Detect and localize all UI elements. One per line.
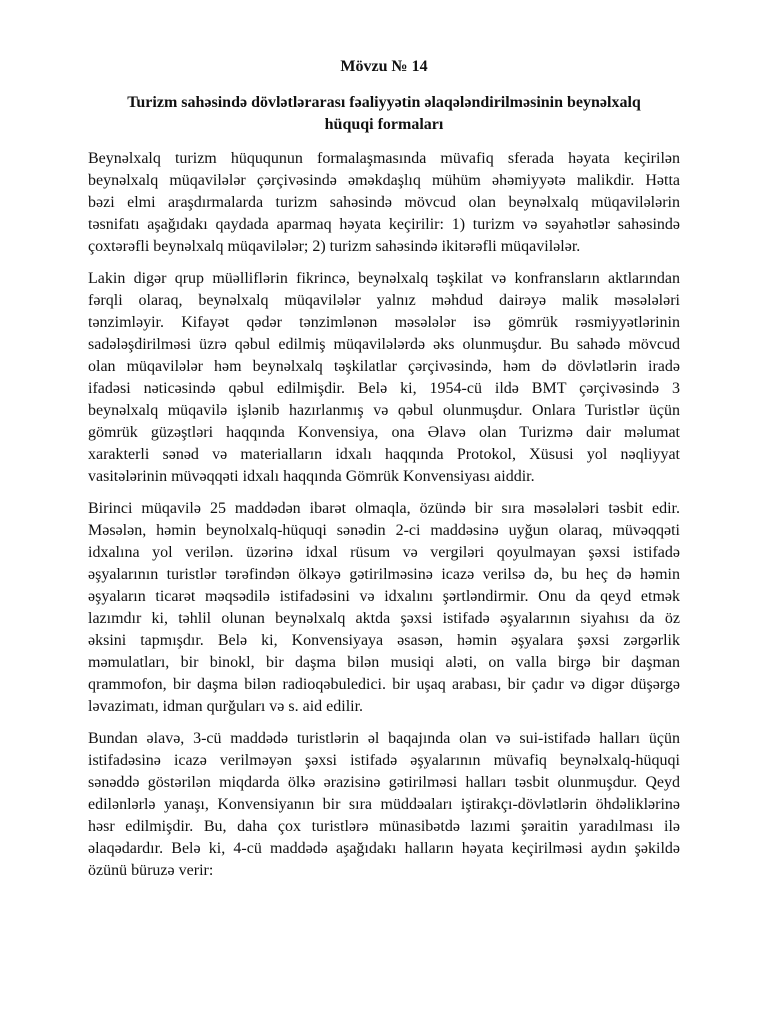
paragraph-line: gömrük güzəştləri haqqında Konvensiya, ona Əlavə olan Turizmə dair məlumat	[88, 424, 680, 441]
paragraph-line: vasitələrinin müvəqqəti idxalı haqqında Gömrük Konvensiyası aiddir.	[88, 468, 535, 485]
paragraph-line: tənzimləyir. Kifayət qədər tənzimlənən məsələlər isə gömrük rəsmiyyətlərinin	[88, 314, 680, 331]
paragraph-line: əlaqədardır. Belə ki, 4-cü maddədə aşağıdakı halların həyata keçirilməsi aydın şəkildə	[88, 840, 680, 857]
paragraph-line: Lakin digər qrup müəlliflərin fikrincə, beynəlxalq təşkilat və konfransların aktlarından	[88, 270, 680, 287]
paragraph-line: beynəlxalq müqavilələr çərçivəsində əməkdaşlıq mühüm əhəmiyyətə malikdir. Hətta	[88, 172, 680, 189]
paragraph-line: qrammofon, bir daşma bilən radioqəbuledici. bir uşaq arabası, bir çadır və digər düşərgə	[88, 676, 680, 693]
paragraph-line: çoxtərəfli beynəlxalq müqavilələr; 2) turizm sahəsində ikitərəfli müqavilələr.	[88, 238, 581, 255]
document-title-line-1: Turizm sahəsində dövlətlərarası fəaliyyətin əlaqələndirilməsinin beynəlxalq	[127, 94, 641, 111]
paragraph-line: məmulatları, bir binokl, bir daşma bilən musiqi aləti, on valla birgə bir daşman	[88, 654, 680, 671]
paragraph-line: əksini tapmışdır. Belə ki, Konvensiyaya əsasən, həmin əşyalara şəxsi zərgərlik	[88, 632, 680, 649]
paragraph-line: fərqli olaraq, beynəlxalq müqavilələr yalnız məhdud dairəyə malik məsələləri	[88, 292, 680, 309]
paragraph-line: ləvazimatı, idman qurğuları və s. aid edilir.	[88, 698, 364, 715]
paragraph-line: həsr edilmişdir. Bu, daha çox turistlərə münasibətdə lazımi şəraitin yaradılması ilə	[88, 818, 680, 835]
paragraph-line: ifadəsi nəticəsində qəbul edilmişdir. Belə ki, 1954-cü ildə BMT çərçivəsində 3	[88, 380, 680, 397]
paragraph-line: beynəlxalq müqavilə işlənib hazırlanmış və qəbul olunmuşdur. Onlara Turistlər üçün	[88, 402, 680, 419]
paragraph-line: əşyalarının turistlər tərəfindən ölkəyə gətirilməsinə icazə verilsə də, bu heç də həmin	[88, 566, 680, 583]
topic-heading: Mövzu № 14	[340, 58, 428, 75]
paragraph-line: lazımdır ki, təhlil olunan beynəlxalq aktda şəxsi istifadə əşyalarının siyahısı da öz	[88, 610, 680, 627]
paragraph-line: Beynəlxalq turizm hüququnun formalaşmasında müvafiq sferada həyata keçirilən	[88, 150, 680, 167]
paragraph-line: xarakterli sənəd və materialların idxalı haqqında Protokol, Xüsusi yol nəqliyyat	[88, 446, 680, 463]
paragraph-line: edilənlərlə yanaşı, Konvensiyanın bir sıra müddəaları iştirakçı-dövlətlərin öhdəliklərinə	[88, 796, 680, 813]
document-title-line-2: hüquqi formaları	[324, 116, 444, 133]
paragraph-line: olan müqavilələr həm beynəlxalq təşkilatlar çərçivəsində, həm də dövlətlərin iradə	[88, 358, 680, 375]
paragraph-line: Birinci müqavilə 25 maddədən ibarət olmaqla, özündə bir sıra məsələləri təsbit edir.	[88, 500, 680, 517]
paragraph-line: sadələşdirilməsi üzrə qəbul edilmiş müqavilələrdə əks olunmuşdur. Bu sahədə mövcud	[88, 336, 680, 353]
paragraph-line: təsnifatı aşağıdakı qaydada aparmaq həyata keçirilir: 1) turizm və səyahətlər sahəsində	[88, 216, 680, 233]
paragraph-line: əşyaların ticarət məqsədilə istifadəsini və idxalını şərtləndirmir. Onu da qeyd etmək	[88, 588, 680, 605]
paragraph-line: Məsələn, həmin beynolxalq-hüquqi sənədin 2-ci maddəsinə uyğun olaraq, müvəqqəti	[88, 522, 680, 539]
paragraph-line: istifadəsinə icazə verilməyən şəxsi istifadə əşyalarının müvafiq beynəlxalq-hüquqi	[88, 752, 680, 769]
paragraph-line: idxalına yol verilən. üzərinə idxal rüsum və vergiləri qoyulmayan şəxsi istifadə	[88, 544, 680, 561]
paragraph-line: özünü büruzə verir:	[88, 862, 214, 879]
paragraph-line: sənəddə göstərilən miqdarda ölkə ərazisinə gətirilməsi halları təsbit olunmuşdur. Qeyd	[88, 774, 680, 791]
paragraph-line: Bundan əlavə, 3-cü maddədə turistlərin əl baqajında olan və sui-istifadə halları üçün	[88, 730, 680, 747]
paragraph-line: bəzi elmi araşdırmalarda turizm sahəsində mövcud olan beynəlxalq müqavilələrin	[88, 194, 680, 211]
